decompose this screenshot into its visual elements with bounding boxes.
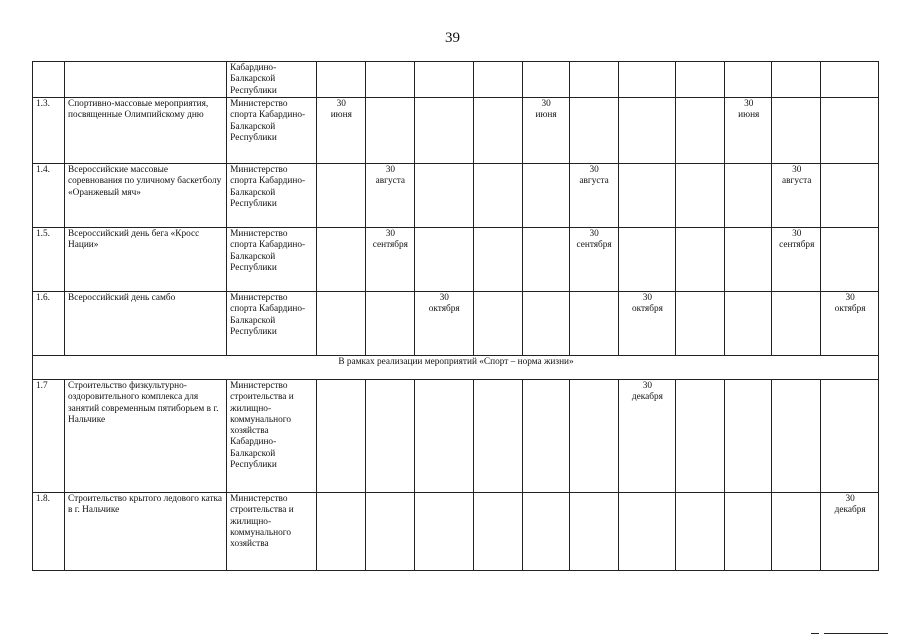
deadline-cell (618, 380, 676, 493)
deadline-cell (821, 228, 879, 292)
responsible-body: Министерство спорта Кабардино-Балкарской Республики (227, 292, 317, 356)
responsible-body: Министерство спорта Кабардино-Балкарской Республики (227, 228, 317, 292)
row-number: 1.4. (33, 164, 65, 228)
deadline-cell (473, 292, 522, 356)
table-row (33, 493, 879, 571)
deadline-cell (618, 292, 676, 356)
deadline-cell (618, 228, 676, 292)
deadline-date: 30 сентября (372, 229, 408, 251)
deadline-cell (473, 380, 522, 493)
row-number: 1.8. (33, 493, 65, 571)
footer-dash (811, 633, 819, 634)
deadline-cell (676, 228, 725, 292)
deadline-date: 30 августа (579, 165, 609, 187)
deadline-cell (316, 164, 365, 228)
deadline-cell (676, 380, 725, 493)
deadline-cell (772, 164, 821, 228)
deadline-date: 30 октября (428, 293, 460, 315)
deadline-cell (618, 164, 676, 228)
row-number (33, 62, 65, 98)
deadline-cell (569, 493, 618, 571)
deadline-cell (365, 98, 414, 164)
deadline-cell (522, 292, 569, 356)
deadline-cell (725, 493, 772, 571)
table-row (33, 380, 879, 493)
deadline-cell (618, 98, 676, 164)
deadline-date: 30 августа (375, 165, 406, 187)
deadline-cell (569, 380, 618, 493)
section-heading: В рамках реализации мероприятий «Спорт – норма жизни» (33, 356, 879, 380)
deadline-date: 30 сентября (779, 229, 815, 251)
table-row (33, 98, 879, 164)
deadline-cell (821, 164, 879, 228)
deadline-date: 30 октября (834, 293, 866, 315)
deadline-cell (618, 62, 676, 98)
deadline-cell (473, 98, 522, 164)
deadline-cell (676, 493, 725, 571)
responsible-body: Министерство спорта Кабардино-Балкарской Республики (227, 164, 317, 228)
deadline-cell (725, 62, 772, 98)
deadline-date: 30 июня (535, 99, 557, 121)
deadline-cell (522, 493, 569, 571)
responsible-body: Кабардино-Балкарской Республики (227, 62, 317, 98)
deadline-cell (676, 164, 725, 228)
deadline-cell (772, 228, 821, 292)
activity-name: Всероссийские массовые соревнования по уличному баскетболу «Оранжевый мяч» (65, 164, 227, 228)
deadline-cell (414, 380, 473, 493)
page-number: 39 (445, 30, 460, 46)
deadline-cell (316, 62, 365, 98)
deadline-cell (316, 292, 365, 356)
deadline-cell (414, 493, 473, 571)
deadline-date: 30 июня (738, 99, 760, 121)
section-row (33, 356, 879, 380)
activity-name: Строительство крытого ледового катка в г. Нальчике (65, 493, 227, 571)
row-number: 1.3. (33, 98, 65, 164)
events-plan-table (32, 61, 879, 571)
deadline-cell (725, 164, 772, 228)
deadline-cell (414, 164, 473, 228)
deadline-cell (569, 98, 618, 164)
deadline-cell (821, 292, 879, 356)
deadline-cell (522, 228, 569, 292)
responsible-body: Министерство спорта Кабардино-Балкарской Республики (227, 98, 317, 164)
footer-line (824, 633, 888, 634)
row-number: 1.7 (33, 380, 65, 493)
activity-name: Строительство физкультурно-оздоровительного комплекса для занятий современным пятиборьем в г. Нальчике (65, 380, 227, 493)
row-number: 1.5. (33, 228, 65, 292)
activity-name: Всероссийский день самбо (65, 292, 227, 356)
deadline-cell (414, 62, 473, 98)
deadline-cell (316, 493, 365, 571)
row-number: 1.6. (33, 292, 65, 356)
deadline-cell (821, 493, 879, 571)
responsible-body: Министерство строительства и жилищно-коммунального хозяйства Кабардино-Балкарской Республики (227, 380, 317, 493)
table-row (33, 292, 879, 356)
deadline-cell (725, 228, 772, 292)
deadline-date: 30 декабря (631, 381, 663, 403)
deadline-cell (618, 493, 676, 571)
deadline-cell (414, 98, 473, 164)
deadline-cell (365, 228, 414, 292)
deadline-cell (522, 62, 569, 98)
deadline-cell (522, 164, 569, 228)
deadline-cell (569, 62, 618, 98)
deadline-date: 30 июня (330, 99, 352, 121)
deadline-cell (569, 164, 618, 228)
deadline-cell (772, 98, 821, 164)
deadline-cell (676, 98, 725, 164)
deadline-cell (522, 98, 569, 164)
table-row (33, 164, 879, 228)
deadline-cell (821, 62, 879, 98)
activity-name: Всероссийский день бега «Кросс Нации» (65, 228, 227, 292)
deadline-cell (473, 493, 522, 571)
deadline-cell (316, 228, 365, 292)
deadline-date: 30 октября (631, 293, 663, 315)
deadline-cell (821, 98, 879, 164)
deadline-cell (772, 62, 821, 98)
deadline-cell (725, 292, 772, 356)
deadline-cell (365, 62, 414, 98)
deadline-cell (365, 292, 414, 356)
deadline-date: 30 декабря (834, 494, 866, 516)
deadline-cell (725, 380, 772, 493)
deadline-cell (473, 228, 522, 292)
deadline-cell (676, 292, 725, 356)
deadline-cell (772, 292, 821, 356)
activity-name (65, 62, 227, 98)
deadline-date: 30 сентября (576, 229, 612, 251)
deadline-cell (473, 62, 522, 98)
deadline-cell (522, 380, 569, 493)
deadline-date: 30 августа (782, 165, 812, 187)
deadline-cell (821, 380, 879, 493)
deadline-cell (365, 493, 414, 571)
deadline-cell (725, 98, 772, 164)
deadline-cell (365, 164, 414, 228)
deadline-cell (569, 228, 618, 292)
table-row (33, 62, 879, 98)
deadline-cell (316, 380, 365, 493)
deadline-cell (414, 292, 473, 356)
deadline-cell (473, 164, 522, 228)
responsible-body: Министерство строительства и жилищно-коммунального хозяйства (227, 493, 317, 571)
activity-name: Спортивно-массовые мероприятия, посвященные Олимпийскому дню (65, 98, 227, 164)
deadline-cell (569, 292, 618, 356)
deadline-cell (772, 380, 821, 493)
deadline-cell (414, 228, 473, 292)
deadline-cell (365, 380, 414, 493)
deadline-cell (772, 493, 821, 571)
deadline-cell (316, 98, 365, 164)
table-row (33, 228, 879, 292)
deadline-cell (676, 62, 725, 98)
